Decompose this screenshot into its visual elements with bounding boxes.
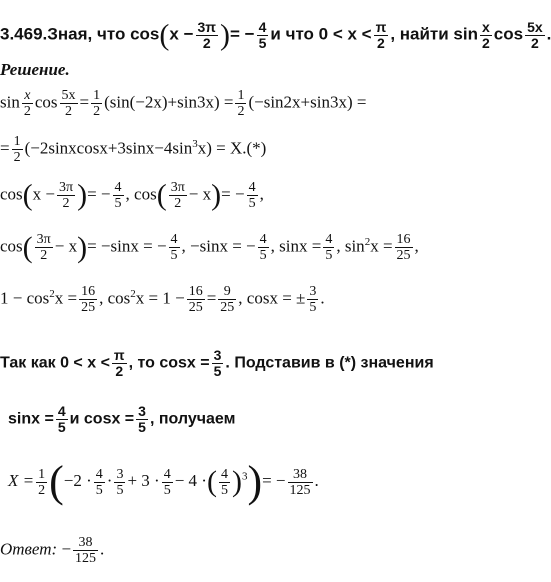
solution-line-5: $1 - \cos^2x$ = $\frac{16}{25}$ , $\cos^2x = 1$ − $\frac{16}{25}$ = $\frac{9}{25}$ , cosx = ± $\frac{3}{5}$ . — [0, 284, 325, 316]
solution-line-1: sin $\frac{x}{2}$ cos $\frac{5x}{2}$ = $\frac{1}{2}$ (sin(−2x)+sin3x) = $\frac{1}{2}$ (−sin2x+sin3x) = — [0, 88, 367, 119]
answer-line: Ответ: − $\frac{38}{125}$ . — [0, 535, 105, 566]
solution-line-2: = $\frac{1}{2}$ $(-2sinxcosx+3\sin x-4\sin^3x) = X.(*)$ — [0, 134, 267, 166]
solution-line-8: X = $\frac{1}{2}$ (−2 · $\frac{4}{5}$ · $\frac{3}{5}$ + 3 · $\frac{4}{5}$ − 4 ·( $\frac{4}{5}$ )$^3$)= − $\frac{38}{125}$ . — [8, 457, 319, 506]
solution-heading: Решение. — [0, 60, 70, 79]
solution-line-4: cos( $\frac{3\pi}{2}$ − x)= −sinx = − $\frac{4}{5}$ , −sinx = − $\frac{4}{5}$ , sinx = $\frac{4}{5}$ , $\sin^2x$ = $\frac{16}{25}$ , — [0, 230, 419, 264]
problem-statement: 3.469.Зная, что cos(x − $\frac{3\pi}{2}$ )= − $\frac{4}{5}$ и что 0 < x < $\frac{\pi}{2}$ , найти sin $\frac{x}{2}$ cos $\frac{5x}{2}$ . — [0, 18, 551, 52]
solution-line-7: sinx = $\frac{4}{5}$ и cosx = $\frac{3}{5}$ , получаем — [8, 403, 236, 435]
solution-line-6: Так как 0 < x < $\frac{\pi}{2}$ , то cosx = $\frac{3}{5}$ . Подставив в (*) значения — [0, 347, 434, 379]
answer-label: Ответ: — [0, 539, 58, 559]
problem-number: 3.469. — [0, 24, 48, 44]
solution-line-3: cos(x − $\frac{3\pi}{2}$ )= − $\frac{4}{5}$ , cos( $\frac{3\pi}{2}$ − x)= − $\frac{4}{5}$ , — [0, 178, 264, 212]
